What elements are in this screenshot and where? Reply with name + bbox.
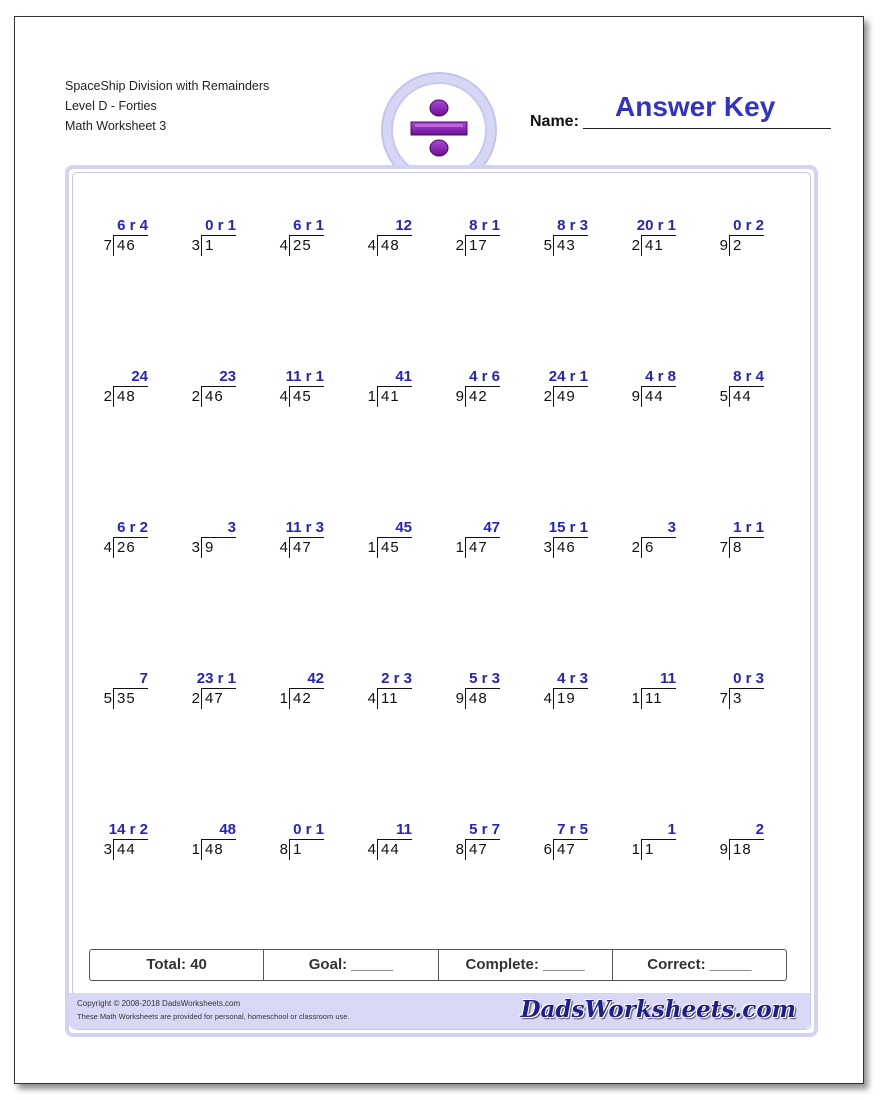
quotient-answer: 11 r 1 [285,368,324,385]
quotient-answer: 6 r 2 [117,519,148,536]
dividend: 1 [205,237,215,254]
dividend: 2 [733,237,743,254]
worksheet-number: Math Worksheet 3 [65,119,167,133]
quotient-answer: 0 r 2 [733,217,764,234]
division-problem [520,368,590,418]
dividend: 42 [293,690,312,707]
dividend: 47 [469,841,488,858]
divisor: 1 [455,539,464,556]
quotient-answer: 1 [667,821,676,838]
division-problem [696,368,766,418]
division-problem [608,670,678,720]
divisor: 6 [543,841,552,858]
divisor: 4 [279,388,288,405]
copyright-text: Copyright © 2008-2018 DadsWorksheets.com [77,999,241,1008]
division-problem [520,217,590,267]
quotient-answer: 4 r 6 [469,368,500,385]
division-problem [80,670,150,720]
quotient-answer: 8 r 3 [557,217,588,234]
quotient-answer: 6 r 1 [293,217,324,234]
dividend: 11 [381,690,399,707]
quotient-answer: 41 [395,368,412,385]
score-table [89,949,787,981]
division-problem [520,670,590,720]
divisor: 2 [191,690,200,707]
division-problem [168,821,238,871]
division-problem [608,519,678,569]
division-problem [256,821,326,871]
division-problem [344,821,414,871]
dividend: 9 [205,539,215,556]
quotient-answer: 42 [307,670,324,687]
divisor: 8 [279,841,288,858]
quotient-answer: 2 r 3 [381,670,412,687]
problem-grid [69,169,814,1033]
name-label: Name: [530,113,579,130]
dividend: 48 [205,841,224,858]
division-problem [608,821,678,871]
dividend: 44 [117,841,136,858]
quotient-answer: 15 r 1 [548,519,588,536]
divisor: 1 [367,388,376,405]
brand-logo: DadsWorksheets.com [520,996,796,1023]
divisor: 4 [367,841,376,858]
divisor: 7 [103,237,112,254]
division-problem [168,368,238,418]
division-problem [608,217,678,267]
division-problem [696,519,766,569]
dividend: 48 [381,237,400,254]
divisor: 9 [455,388,464,405]
quotient-answer: 11 r 3 [285,519,324,536]
division-problem [696,670,766,720]
answer-key-label: Answer Key [615,91,776,122]
quotient-answer: 7 [139,670,148,687]
dividend: 1 [293,841,303,858]
division-problem [696,821,766,871]
divisor: 2 [191,388,200,405]
divisor: 2 [631,237,640,254]
dividend: 19 [557,690,576,707]
dividend: 47 [293,539,312,556]
divisor: 7 [719,690,728,707]
quotient-answer: 47 [483,519,500,536]
score-total: Total: 40 [90,950,264,980]
dividend: 18 [733,841,752,858]
division-problem [432,217,502,267]
division-problem [520,519,590,569]
dividend: 44 [645,388,664,405]
division-sign-icon [405,96,473,164]
divisor: 4 [367,690,376,707]
quotient-answer: 11 [660,670,676,687]
divisor: 1 [367,539,376,556]
score-correct: Correct: _____ [647,956,752,973]
dividend: 8 [733,539,743,556]
dividend: 25 [293,237,312,254]
division-problem [168,217,238,267]
quotient-answer: 2 [755,821,764,838]
divisor: 4 [279,539,288,556]
division-problem [344,670,414,720]
division-problem [80,519,150,569]
division-problem [432,670,502,720]
divisor: 4 [103,539,112,556]
dividend: 26 [117,539,136,556]
dividend: 17 [469,237,488,254]
division-problem [80,217,150,267]
dividend: 35 [117,690,136,707]
dividend: 1 [645,841,655,858]
quotient-answer: 0 r 3 [733,670,764,687]
dividend: 43 [557,237,576,254]
dividend: 46 [557,539,576,556]
footer-bar [69,993,810,1029]
dividend: 44 [733,388,752,405]
divisor: 9 [631,388,640,405]
dividend: 41 [645,237,664,254]
division-problem [80,368,150,418]
division-problem [256,217,326,267]
quotient-answer: 0 r 1 [293,821,324,838]
worksheet-level: Level D - Forties [65,99,157,113]
dividend: 41 [381,388,400,405]
quotient-answer: 0 r 1 [205,217,236,234]
quotient-answer: 45 [395,519,412,536]
divisor: 2 [543,388,552,405]
divisor: 9 [455,690,464,707]
divisor: 2 [103,388,112,405]
dividend: 46 [205,388,224,405]
divisor: 2 [631,539,640,556]
divisor: 3 [191,237,200,254]
score-complete: Complete: _____ [439,950,613,980]
divisor: 2 [455,237,464,254]
divisor: 1 [279,690,288,707]
quotient-answer: 24 r 1 [548,368,588,385]
quotient-answer: 14 r 2 [108,821,148,838]
division-problem [344,368,414,418]
quotient-answer: 3 [667,519,676,536]
division-problem [344,519,414,569]
divisor: 3 [103,841,112,858]
division-problem [256,670,326,720]
quotient-answer: 8 r 4 [733,368,764,385]
score-goal: Goal: _____ [264,950,438,980]
quotient-answer: 3 [227,519,236,536]
division-problem [344,217,414,267]
quotient-answer: 23 r 1 [196,670,236,687]
quotient-answer: 48 [219,821,236,838]
quotient-answer: 4 r 3 [557,670,588,687]
divisor: 4 [279,237,288,254]
worksheet-title: SpaceShip Division with Remainders [65,79,270,93]
divisor: 3 [543,539,552,556]
quotient-answer: 4 r 8 [645,368,676,385]
division-problem [432,368,502,418]
division-problem [520,821,590,871]
divisor: 4 [543,690,552,707]
divisor: 3 [191,539,200,556]
quotient-answer: 6 r 4 [117,217,148,234]
dividend: 45 [293,388,312,405]
division-problem [696,217,766,267]
division-problem [256,368,326,418]
divisor: 1 [631,690,640,707]
divisor: 4 [367,237,376,254]
divisor: 9 [719,237,728,254]
divisor: 7 [719,539,728,556]
division-problem [168,670,238,720]
dividend: 49 [557,388,576,405]
divisor: 5 [103,690,112,707]
quotient-answer: 5 r 3 [469,670,500,687]
quotient-answer: 11 [396,821,412,838]
division-problem [256,519,326,569]
division-problem [168,519,238,569]
quotient-answer: 20 r 1 [636,217,676,234]
divisor: 8 [455,841,464,858]
dividend: 46 [117,237,136,254]
quotient-answer: 23 [219,368,236,385]
dividend: 45 [381,539,400,556]
name-line [583,128,831,129]
dividend: 11 [645,690,663,707]
usage-notice: These Math Worksheets are provided for personal, homeschool or classroom use. [77,1012,350,1021]
divisor: 5 [543,237,552,254]
divisor: 9 [719,841,728,858]
dividend: 47 [205,690,224,707]
dividend: 3 [733,690,743,707]
worksheet-page [14,16,864,1084]
quotient-answer: 8 r 1 [469,217,500,234]
dividend: 48 [469,690,488,707]
dividend: 47 [469,539,488,556]
division-problem [80,821,150,871]
dividend: 47 [557,841,576,858]
division-problem [608,368,678,418]
quotient-answer: 1 r 1 [733,519,764,536]
divisor: 5 [719,388,728,405]
divisor: 1 [191,841,200,858]
division-problem [432,821,502,871]
dividend: 44 [381,841,400,858]
quotient-answer: 5 r 7 [469,821,500,838]
dividend: 6 [645,539,655,556]
quotient-answer: 7 r 5 [557,821,588,838]
dividend: 48 [117,388,136,405]
division-problem [432,519,502,569]
quotient-answer: 12 [395,217,412,234]
problem-frame [65,165,818,1037]
dividend: 42 [469,388,488,405]
divisor: 1 [631,841,640,858]
quotient-answer: 24 [131,368,148,385]
